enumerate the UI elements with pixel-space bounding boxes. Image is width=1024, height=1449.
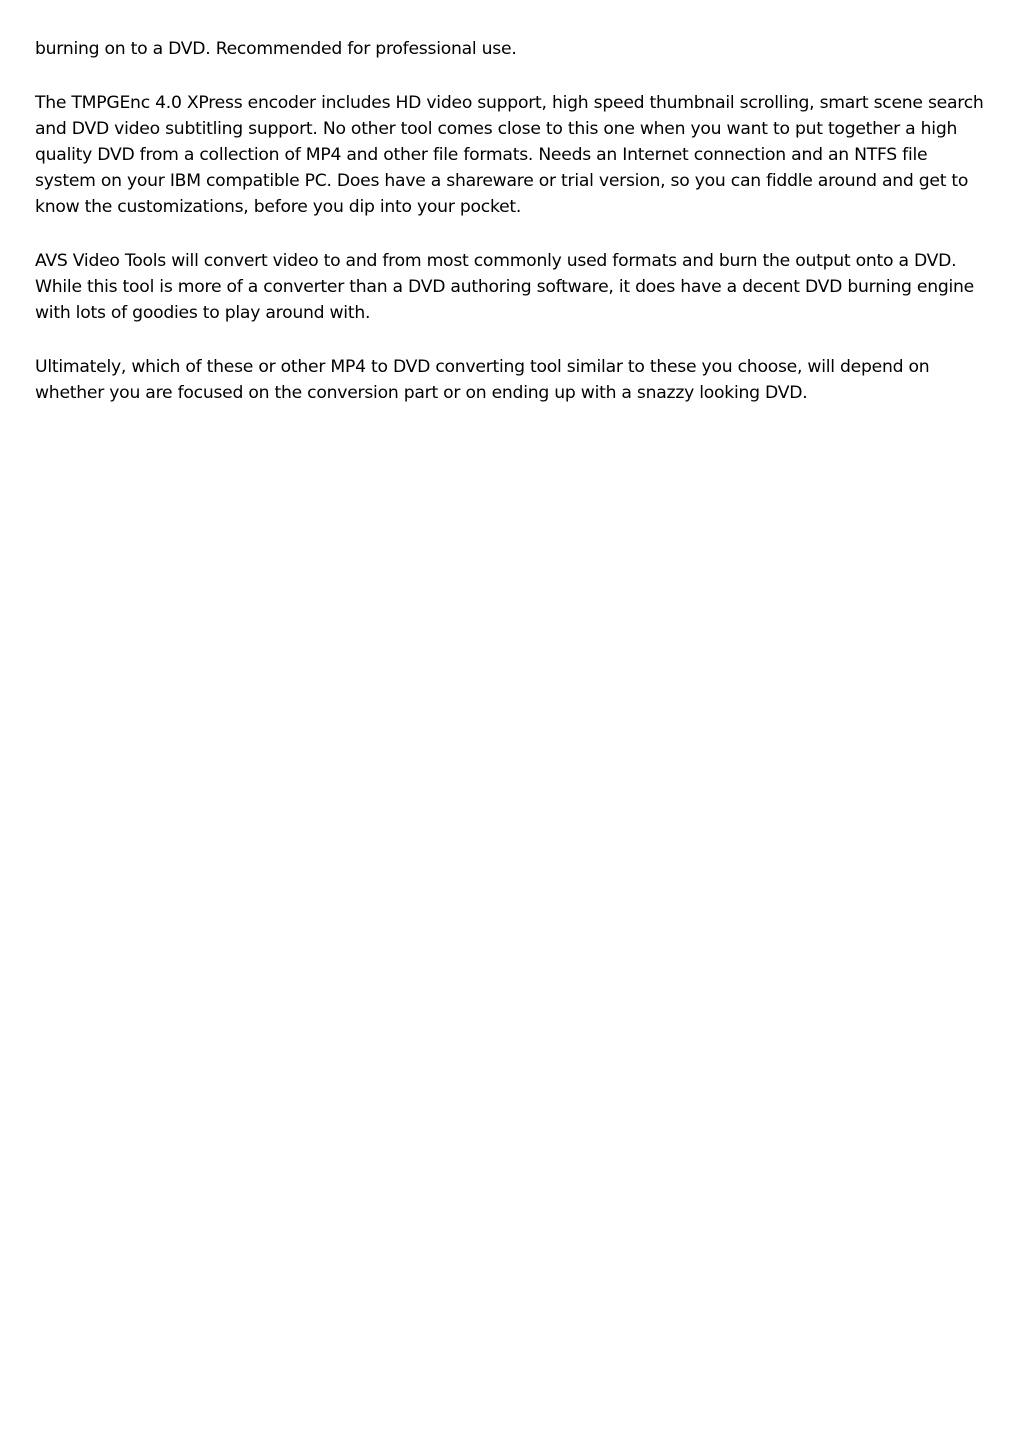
- paragraph-tmpgenc: The TMPGEnc 4.0 XPress encoder includes HD video support, high speed thumbnail scrolling, smart scene search and DVD video subtitling support. No other tool comes close to this one when you want to put together a high quality DVD from a collection of MP4 and other file formats. Needs an Internet connection and an NTFS file system on your IBM compatible PC. Does have a shareware or trial version, so you can fiddle around and get to know the customizations, before you dip into your pocket.: [35, 93, 984, 217]
- paragraph-conclusion: Ultimately, which of these or other MP4 to DVD converting tool similar to these you choose, will depend on whether you are focused on the conversion part or on ending up with a snazzy looking DVD.: [35, 357, 930, 403]
- document-page: [35, 36, 985, 434]
- paragraph-avs-video-tools: AVS Video Tools will convert video to and from most commonly used formats and burn the output onto a DVD. While this tool is more of a converter than a DVD authoring software, it does have a decent DVD burning engine with lots of goodies to play around with.: [35, 251, 974, 323]
- paragraph-intro-continuation: burning on to a DVD. Recommended for professional use.: [35, 39, 517, 59]
